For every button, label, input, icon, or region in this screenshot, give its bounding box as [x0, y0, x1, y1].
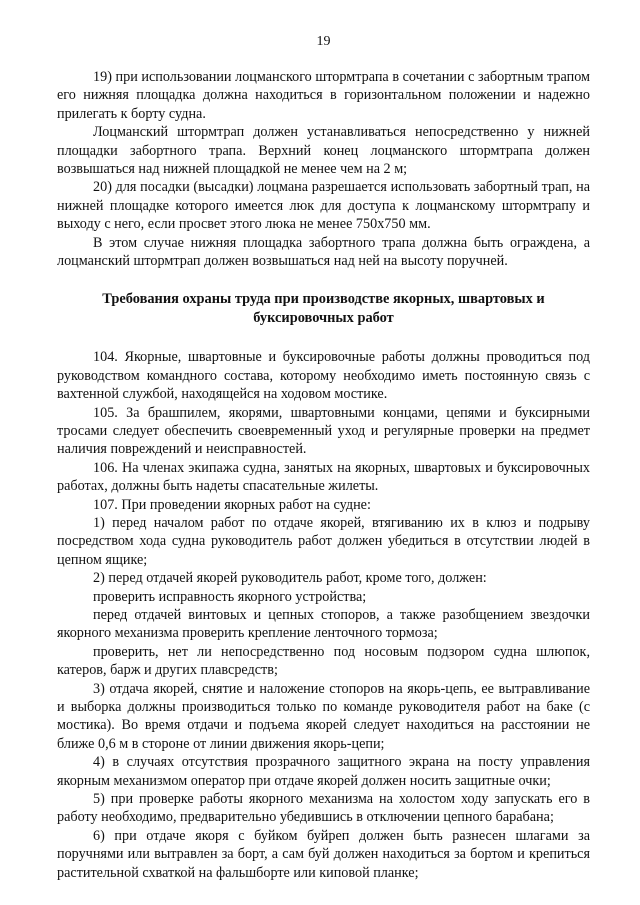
paragraph-19: 19) при использовании лоцманского штормтрапа в сочетании с забортным трапом его нижняя площадка должна находиться в горизонтальном положении и надежно прилегать к борту судна.	[57, 69, 590, 122]
paragraph-104: 104. Якорные, швартовные и буксировочные работы должны проводиться под руководством командного состава, которому необходимо иметь постоянную связь с вахтенной службой, находящейся на ходовом мостике.	[57, 349, 590, 403]
paragraph-107-item-5: 5) при проверке работы якорного механизма на холостом ходу запускать его в работу необходимо, предварительно убедившись в отключении цепного барабана;	[57, 791, 590, 826]
paragraph-107-item-2-stoppers: перед отдачей винтовых и цепных стопоров, а также разобщением звездочки якорного механизма проверить крепление ленточного тормоза;	[57, 606, 590, 642]
paragraph-107-item-6: 6) при отдаче якоря с буйком буйреп должен быть разнесен шлагами за поручнями или вытравлен за борт, а сам буй должен находиться за бортом и крепиться растительной схваткой на фальшборте или киповой планке;	[57, 827, 590, 881]
paragraph-105: 105. За брашпилем, якорями, швартовными концами, цепями и буксирными тросами следует обеспечить своевременный уход и регулярные проверки на предмет наличия повреждений и неисправностей.	[57, 404, 590, 458]
paragraph-107-item-1: 1) перед началом работ по отдаче якорей, втягиванию их в клюз и подрыву посредством хода судна руководитель работ должен убедиться в отсутствии людей в цепном ящике;	[57, 514, 590, 568]
paragraph-107: 107. При проведении якорных работ на судне:	[93, 496, 371, 513]
paragraph-pilot-ladder-install: Лоцманский штормтрап должен устанавливаться непосредственно у нижней площадки забортного трапа. Верхний конец лоцманского штормтрапа должен возвышаться над нижней площадкой не менее чем на 2 м;	[57, 124, 590, 178]
paragraph-107-item-2-check: проверить исправность якорного устройства;	[93, 588, 367, 605]
section-heading: Требования охраны труда при производстве якорных, швартовых и буксировочных работ	[102, 291, 545, 326]
paragraph-106: 106. На членах экипажа судна, занятых на якорных, швартовых и буксировочных работах, должны быть надеты спасательные жилеты.	[57, 459, 590, 495]
paragraph-107-item-3: 3) отдача якорей, снятие и наложение стопоров на якорь-цепь, ее вытравливание и выборка должны производиться только по команде руководителя работ на баке (с мостика). Во время отдачи и подъема якорей следует находиться на расстоянии не ближе 0,6 м в стороне от линии движения якорь-цепи;	[57, 680, 590, 752]
paragraph-107-item-2-vessels: проверить, нет ли непосредственно под носовым подзором судна шлюпок, катеров, барж и других плавсредств;	[57, 643, 590, 679]
paragraph-20: 20) для посадки (высадки) лоцмана разрешается использовать забортный трап, на нижней площадке которого имеется люк для доступа к лоцманскому штормтрапу и выходу с него, если просвет этого люка не менее 750х750 мм.	[57, 179, 590, 233]
paragraph-107-item-2: 2) перед отдачей якорей руководитель работ, кроме того, должен:	[93, 570, 487, 587]
section-anchor-mooring-towing	[57, 348, 590, 882]
paragraph-107-item-4: 4) в случаях отсутствия прозрачного защитного экрана на посту управления якорным механизмом оператор при отдаче якорей должен носить защитные очки;	[57, 754, 590, 789]
page-number: 19	[316, 34, 331, 49]
section-pilot-ladder	[57, 68, 590, 270]
paragraph-lower-platform: В этом случае нижняя площадка забортного трапа должна быть ограждена, а лоцманский штормтрап должен возвышаться над ней на высоту поручней.	[57, 234, 590, 270]
